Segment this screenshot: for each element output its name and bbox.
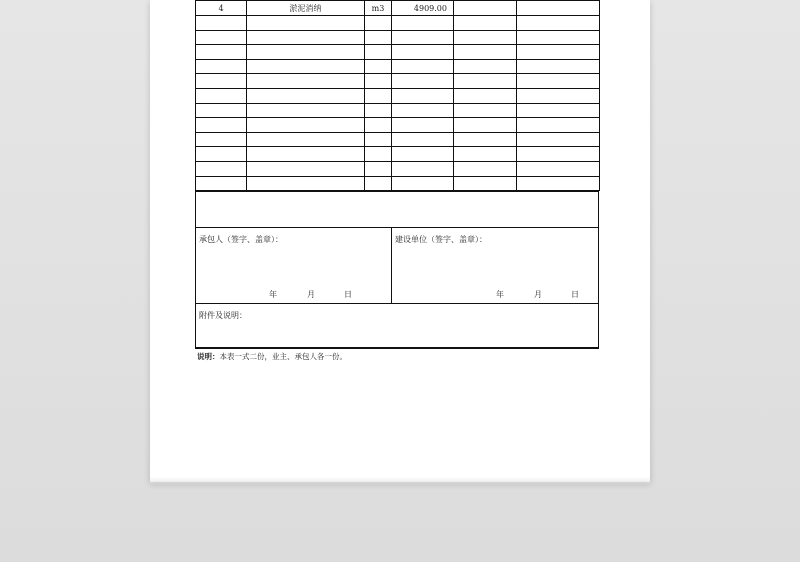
table-cell — [517, 132, 600, 147]
note-title: 说明： — [197, 352, 220, 361]
table-cell — [454, 30, 517, 45]
table-cell — [196, 161, 247, 176]
table-row — [196, 147, 600, 162]
page-shadow-edge — [150, 477, 650, 485]
table-cell — [454, 1, 517, 16]
contractor-signature-box — [196, 228, 392, 303]
table-cell — [247, 16, 365, 31]
table-cell — [247, 45, 365, 60]
table-cell — [365, 132, 392, 147]
table-cell — [365, 74, 392, 89]
table-cell — [196, 16, 247, 31]
table-cell — [454, 16, 517, 31]
table-row — [196, 176, 600, 191]
table-cell — [247, 59, 365, 74]
table-cell — [517, 30, 600, 45]
table-cell — [454, 103, 517, 118]
table-cell — [454, 118, 517, 133]
table-cell — [365, 118, 392, 133]
table-row — [196, 88, 600, 103]
table-cell — [196, 30, 247, 45]
table-cell — [392, 176, 454, 191]
signature-area — [196, 228, 598, 304]
table-row — [196, 45, 600, 60]
table-cell — [454, 59, 517, 74]
table-cell — [454, 45, 517, 60]
note-text: 本表一式二份，业主、承包人各一份。 — [219, 352, 347, 361]
table-cell — [247, 132, 365, 147]
table-cell — [196, 88, 247, 103]
table-cell — [392, 16, 454, 31]
table-cell — [196, 103, 247, 118]
attachment-box — [196, 304, 598, 347]
table-cell — [517, 88, 600, 103]
table-cell — [517, 45, 600, 60]
table-cell — [454, 176, 517, 191]
table-cell — [247, 118, 365, 133]
month-label: 月 — [307, 290, 315, 299]
table-cell — [517, 59, 600, 74]
month-label: 月 — [534, 290, 542, 299]
table-cell — [392, 88, 454, 103]
table-cell: 4909.00 — [392, 1, 454, 16]
blank-row — [196, 192, 598, 228]
table-cell — [196, 118, 247, 133]
table-row — [196, 16, 600, 31]
table-cell — [392, 74, 454, 89]
table-cell — [365, 176, 392, 191]
table-cell — [517, 161, 600, 176]
table-cell — [247, 103, 365, 118]
table-cell — [392, 59, 454, 74]
table-cell — [517, 16, 600, 31]
table-row — [196, 59, 600, 74]
table-cell — [517, 118, 600, 133]
table-row — [196, 132, 600, 147]
footnote — [197, 351, 347, 362]
table-row — [196, 118, 600, 133]
table-row — [196, 74, 600, 89]
table-cell — [392, 147, 454, 162]
table-cell — [517, 176, 600, 191]
table-cell — [365, 59, 392, 74]
owner-label: 建设单位（签字、盖章）： — [395, 235, 487, 244]
table-cell — [517, 103, 600, 118]
table-cell — [392, 103, 454, 118]
table-cell — [196, 74, 247, 89]
table-cell — [392, 118, 454, 133]
table-cell — [392, 132, 454, 147]
table-cell — [517, 74, 600, 89]
year-label: 年 — [496, 290, 504, 299]
table-cell — [454, 147, 517, 162]
contractor-label: 承包人（签字、盖章）： — [199, 235, 283, 244]
table-cell — [196, 132, 247, 147]
table-row — [196, 161, 600, 176]
owner-signature-box — [392, 228, 598, 303]
table-cell — [247, 74, 365, 89]
table-cell — [365, 103, 392, 118]
table-cell — [517, 147, 600, 162]
table-cell — [454, 132, 517, 147]
attachment-label: 附件及说明： — [199, 311, 247, 320]
table-cell — [365, 16, 392, 31]
table-cell — [392, 45, 454, 60]
table-cell — [365, 147, 392, 162]
day-label: 日 — [344, 290, 352, 299]
table-cell — [196, 45, 247, 60]
table-cell — [247, 147, 365, 162]
table-cell — [365, 161, 392, 176]
table-cell — [247, 30, 365, 45]
table-cell — [365, 88, 392, 103]
day-label: 日 — [571, 290, 579, 299]
quantity-table — [195, 0, 600, 191]
table-row — [196, 103, 600, 118]
table-cell — [196, 147, 247, 162]
table-cell — [247, 161, 365, 176]
table-row — [196, 1, 600, 16]
table-cell — [365, 45, 392, 60]
signature-section — [195, 191, 599, 349]
year-label: 年 — [269, 290, 277, 299]
table-cell — [392, 161, 454, 176]
table-cell — [454, 161, 517, 176]
table-cell — [196, 59, 247, 74]
table-cell — [196, 176, 247, 191]
table-row — [196, 30, 600, 45]
table-cell — [247, 176, 365, 191]
table-cell — [247, 88, 365, 103]
table-cell: 淤泥消纳 — [247, 1, 365, 16]
table-cell — [517, 1, 600, 16]
table-cell: 4 — [196, 1, 247, 16]
table-cell — [454, 88, 517, 103]
table-cell — [392, 30, 454, 45]
table-cell — [454, 74, 517, 89]
table-cell — [365, 30, 392, 45]
table-cell: m3 — [365, 1, 392, 16]
